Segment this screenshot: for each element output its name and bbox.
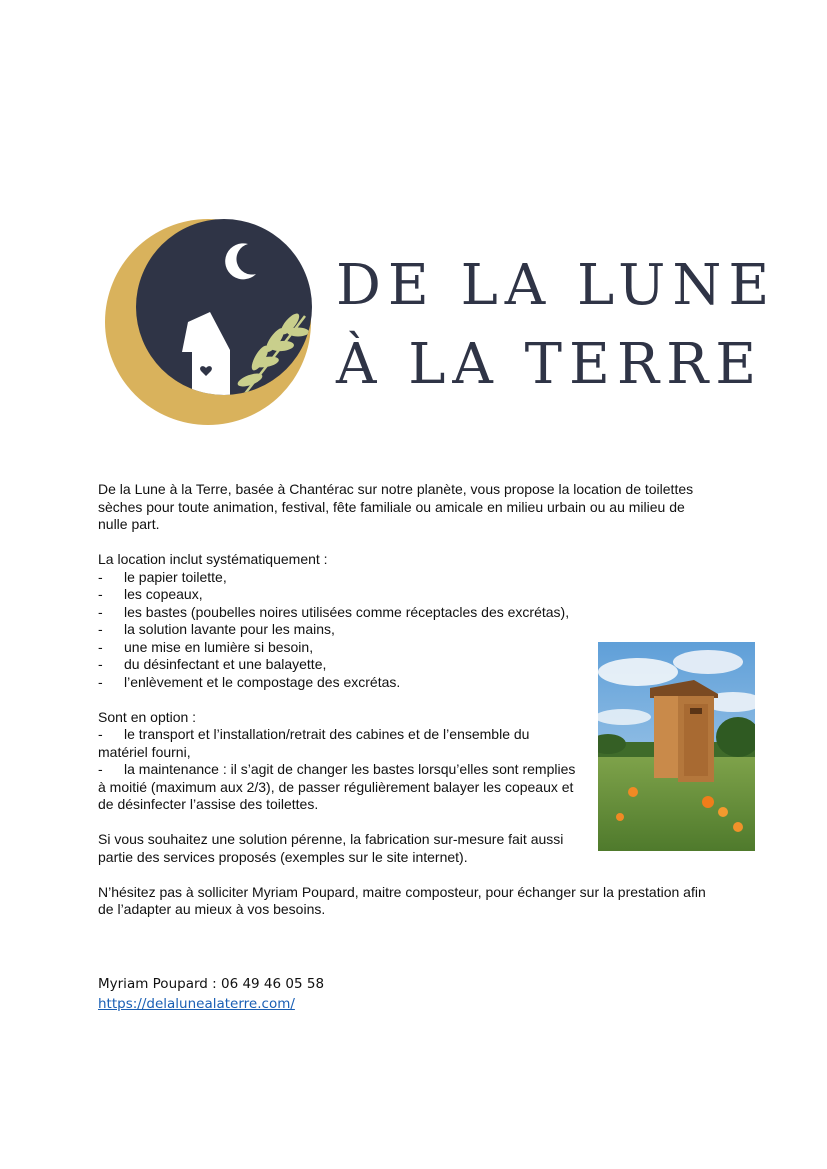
list-item: - les copeaux,: [98, 586, 203, 602]
options-section: [98, 709, 578, 867]
list-item: - du désinfectant et une balayette,: [98, 656, 327, 672]
list-item: - les bastes (poubelles noires utilisées comme réceptacles des excrétas),: [98, 603, 570, 620]
custom-paragraph: Si vous souhaitez une solution pérenne, la fabrication sur-mesure fait aussi partie des services proposés (exemples sur le site internet).: [98, 831, 564, 865]
intro-paragraph: De la Lune à la Terre, basée à Chantérac sur notre planète, vous propose la location de toilettes sèches pour toute animation, festival, fête familiale ou amicale en milieu urbain ou au milieu de nulle part.: [98, 481, 694, 532]
option-item-transport: - le transport et l’installation/retrait des cabines et de l’ensemble du matériel fourni,: [98, 726, 530, 760]
included-heading: La location inclut systématiquement :: [98, 551, 328, 567]
brand-logo: [100, 212, 320, 432]
contact-block: [98, 974, 324, 1014]
list-item: - une mise en lumière si besoin,: [98, 638, 314, 655]
website-link[interactable]: https://delalunealaterre.com/: [98, 996, 295, 1012]
options-heading: Sont en option :: [98, 708, 197, 725]
brand-line-2: À LA TERRE: [336, 332, 764, 397]
brand-line-1: DE LA LUNE: [336, 253, 777, 318]
cabin-photo: [598, 642, 755, 851]
option-item-maintenance: - la maintenance : il s’agit de changer les bastes lorsqu’elles sont remplies à moitié (maximum aux 2/3), de passer régulièrement balayer les copeaux et de désinfecter l’assise des toilettes.: [98, 761, 576, 812]
list-item: - l’enlèvement et le compostage des excrétas.: [98, 673, 401, 690]
list-item: - la solution lavante pour les mains,: [98, 621, 335, 637]
contact-name-phone: Myriam Poupard : 06 49 46 05 58: [98, 976, 325, 992]
contact-invite-paragraph: N’hésitez pas à solliciter Myriam Poupard, maitre composteur, pour échanger sur la prestation afin de l’adapter au mieux à vos besoins.: [98, 883, 706, 917]
list-item: - le papier toilette,: [98, 568, 227, 585]
brand-wordmark: [336, 246, 777, 404]
